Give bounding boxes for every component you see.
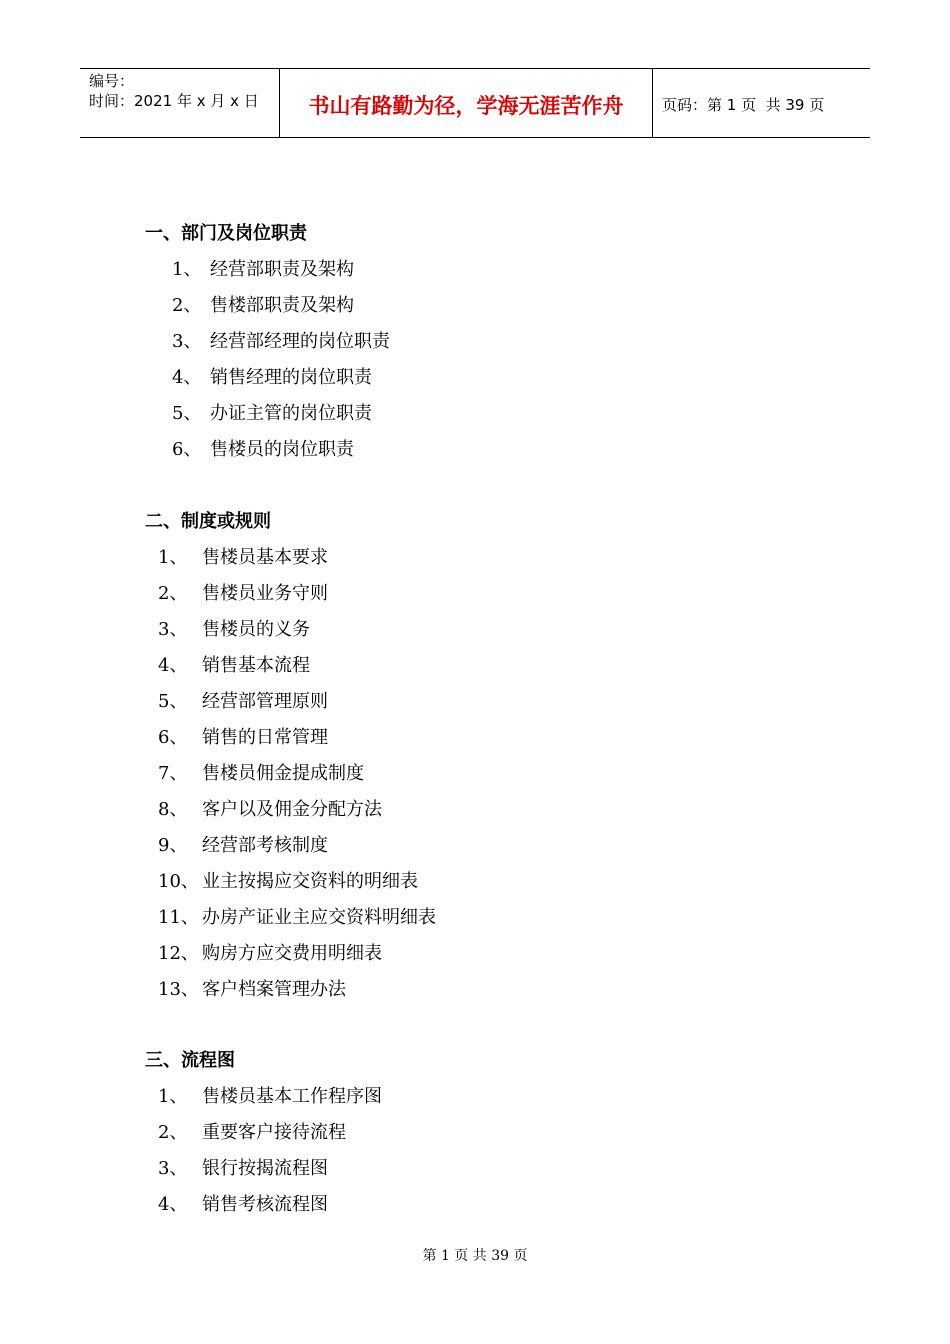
toc-item-text: 经营部职责及架构 bbox=[210, 259, 354, 280]
toc-item-number: 10、 bbox=[158, 871, 199, 892]
toc-item bbox=[158, 762, 364, 786]
toc-item bbox=[158, 1085, 382, 1109]
toc-item bbox=[158, 1157, 328, 1181]
toc-item-number: 4、 bbox=[158, 1194, 188, 1215]
toc-item-text: 售楼员佣金提成制度 bbox=[202, 763, 364, 784]
toc-item-text: 客户档案管理办法 bbox=[202, 979, 346, 1000]
toc-item bbox=[172, 438, 354, 462]
section-heading-1: 一、部门及岗位职责 bbox=[145, 223, 307, 244]
toc-item-number: 4、 bbox=[158, 655, 188, 676]
toc-item-number: 2、 bbox=[172, 295, 202, 316]
toc-item-text: 购房方应交费用明细表 bbox=[202, 943, 382, 964]
motto-text: 书山有路勤为径，学海无涯苦作舟 bbox=[308, 94, 624, 118]
serial-label: 编号： bbox=[89, 72, 135, 90]
header-motto-cell bbox=[280, 69, 653, 137]
toc-item bbox=[158, 834, 328, 858]
toc-item-text: 售楼员业务守则 bbox=[202, 583, 328, 604]
toc-item-text: 售楼员基本工作程序图 bbox=[202, 1086, 382, 1107]
toc-item bbox=[158, 582, 328, 606]
toc-item bbox=[172, 402, 372, 426]
document-header bbox=[80, 68, 870, 138]
page-info: 页码：第 1 页 共 39 页 bbox=[662, 95, 825, 114]
toc-item bbox=[172, 294, 354, 318]
toc-item bbox=[158, 906, 436, 930]
toc-item-number: 9、 bbox=[158, 835, 188, 856]
toc-item bbox=[172, 366, 372, 390]
toc-item-text: 售楼员的义务 bbox=[202, 619, 310, 640]
toc-item-text: 经营部管理原则 bbox=[202, 691, 328, 712]
toc-item-number: 8、 bbox=[158, 799, 188, 820]
toc-item bbox=[158, 654, 310, 678]
toc-item-text: 售楼员基本要求 bbox=[202, 547, 328, 568]
time-label: 时间：2021 年 x 月 x 日 bbox=[89, 92, 259, 110]
toc-item-text: 经营部考核制度 bbox=[202, 835, 328, 856]
toc-item bbox=[172, 330, 390, 354]
section-heading-3: 三、流程图 bbox=[145, 1050, 235, 1071]
toc-item bbox=[158, 1121, 346, 1145]
toc-item-text: 客户以及佣金分配方法 bbox=[202, 799, 382, 820]
toc-item-number: 1、 bbox=[158, 1086, 188, 1107]
section-heading-2: 二、制度或规则 bbox=[145, 511, 271, 532]
toc-item-text: 销售考核流程图 bbox=[202, 1194, 328, 1215]
header-page-cell bbox=[653, 69, 870, 137]
toc-item bbox=[158, 1193, 328, 1217]
toc-item-text: 重要客户接待流程 bbox=[202, 1122, 346, 1143]
toc-item bbox=[158, 618, 310, 642]
toc-item-number: 1、 bbox=[158, 547, 188, 568]
toc-item bbox=[172, 258, 354, 282]
toc-item bbox=[158, 942, 382, 966]
toc-item-text: 办证主管的岗位职责 bbox=[210, 403, 372, 424]
footer-page-number: 第 1 页 共 39 页 bbox=[422, 1248, 528, 1264]
toc-item-text: 售楼部职责及架构 bbox=[210, 295, 354, 316]
toc-item bbox=[158, 726, 328, 750]
toc-item-number: 7、 bbox=[158, 763, 188, 784]
toc-item-text: 销售基本流程 bbox=[202, 655, 310, 676]
toc-item-text: 银行按揭流程图 bbox=[202, 1158, 328, 1179]
toc-item-number: 12、 bbox=[158, 943, 199, 964]
toc-item-number: 2、 bbox=[158, 583, 188, 604]
toc-item-number: 5、 bbox=[158, 691, 188, 712]
page-footer bbox=[0, 1246, 950, 1266]
toc-item-text: 销售经理的岗位职责 bbox=[210, 367, 372, 388]
toc-item-text: 业主按揭应交资料的明细表 bbox=[202, 871, 418, 892]
toc-item bbox=[158, 978, 346, 1002]
toc-item-number: 3、 bbox=[172, 331, 202, 352]
toc-item-number: 5、 bbox=[172, 403, 202, 424]
toc-item-text: 办房产证业主应交资料明细表 bbox=[202, 907, 436, 928]
toc-item bbox=[158, 690, 328, 714]
toc-item bbox=[158, 798, 382, 822]
toc-item-number: 1、 bbox=[172, 259, 202, 280]
toc-item-number: 4、 bbox=[172, 367, 202, 388]
toc-item bbox=[158, 546, 328, 570]
header-meta-cell bbox=[80, 69, 280, 137]
toc-item-text: 售楼员的岗位职责 bbox=[210, 439, 354, 460]
toc-item-number: 11、 bbox=[158, 907, 199, 928]
toc-item-number: 3、 bbox=[158, 619, 188, 640]
toc-item bbox=[158, 870, 418, 894]
toc-item-number: 2、 bbox=[158, 1122, 188, 1143]
toc-item-number: 3、 bbox=[158, 1158, 188, 1179]
toc-item-text: 销售的日常管理 bbox=[202, 727, 328, 748]
toc-item-number: 6、 bbox=[158, 727, 188, 748]
toc-item-number: 13、 bbox=[158, 979, 199, 1000]
toc-item-text: 经营部经理的岗位职责 bbox=[210, 331, 390, 352]
toc-item-number: 6、 bbox=[172, 439, 202, 460]
